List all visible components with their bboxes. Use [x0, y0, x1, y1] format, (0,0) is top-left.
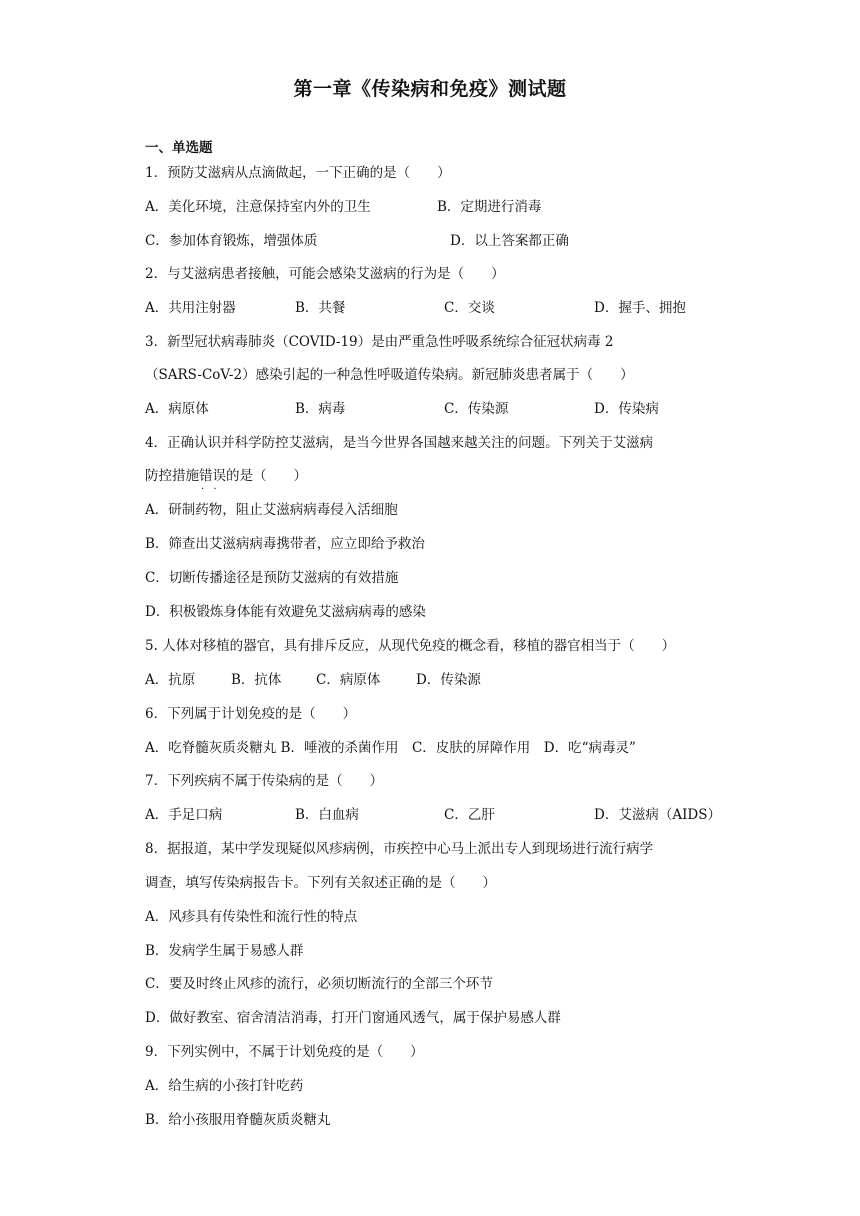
question-1-option-b: B．定期进行消毒	[437, 199, 542, 215]
question-4-stem-line-1: 4．正确认识并科学防控艾滋病，是当今世界各国越来越关注的问题。下列关于艾滋病	[145, 435, 654, 451]
question-3-option-a: A．病原体	[145, 401, 209, 417]
question-1-stem: 1．预防艾滋病从点滴做起，一下正确的是（ ）	[145, 165, 451, 181]
question-4-stem-line-2	[145, 467, 307, 485]
question-9-option-a: A．给生病的小孩打针吃药	[145, 1078, 304, 1094]
question-8-option-a: A．风疹具有传染性和流行性的特点	[145, 909, 358, 925]
question-8-option-d: D．做好教室、宿舍清洁消毒，打开门窗通风透气，属于保护易感人群	[145, 1010, 561, 1026]
question-9-option-b: B．给小孩服用脊髓灰质炎糖丸	[145, 1112, 331, 1128]
question-9-stem: 9．下列实例中，不属于计划免疫的是（ ）	[145, 1044, 424, 1060]
question-7-option-a: A．手足口病	[145, 807, 223, 823]
question-1-option-a: A．美化环境，注意保持室内外的卫生	[145, 199, 371, 215]
question-2-option-c: C．交谈	[444, 300, 495, 316]
question-5-option-c: C．病原体	[316, 672, 381, 688]
question-3-option-d: D．传染病	[594, 401, 659, 417]
question-7-option-b: B．白血病	[295, 807, 359, 823]
question-2-option-a: A．共用注射器	[145, 300, 236, 316]
question-5-option-d: D．传染源	[416, 672, 481, 688]
question-4-stem-pre: 防控措施	[145, 468, 199, 484]
question-4-option-d: D．积极锻炼身体能有效避免艾滋病病毒的感染	[145, 604, 426, 620]
question-8-option-b: B．发病学生属于易感人群	[145, 943, 304, 959]
question-1-option-d: D．以上答案都正确	[450, 233, 569, 249]
question-6-options: A．吃脊髓灰质炎糖丸 B．唾液的杀菌作用 C．皮肤的屏障作用 D．吃“病毒灵”	[145, 740, 636, 756]
question-2-stem: 2．与艾滋病患者接触，可能会感染艾滋病的行为是（ ）	[145, 266, 505, 282]
question-5-stem: 5. 人体对移植的器官，具有排斥反应，从现代免疫的概念看，移植的器官相当于（ ）	[145, 638, 676, 654]
question-5-option-b: B．抗体	[231, 672, 282, 688]
question-7-stem: 7．下列疾病不属于传染病的是（ ）	[145, 773, 384, 789]
question-8-stem-line-2: 调查，填写传染病报告卡。下列有关叙述正确的是（ ）	[145, 875, 496, 891]
question-5-option-a: A．抗原	[145, 672, 196, 688]
question-6-stem: 6．下列属于计划免疫的是（ ）	[145, 706, 357, 722]
question-4-emphasis: 错误 · ·	[199, 468, 226, 484]
question-4-option-a: A．研制药物，阻止艾滋病病毒侵入活细胞	[145, 502, 398, 518]
question-4-option-c: C．切断传播途径是预防艾滋病的有效措施	[145, 570, 399, 586]
question-4-option-b: B．筛查出艾滋病病毒携带者，应立即给予救治	[145, 536, 425, 552]
question-8-option-c: C．要及时终止风疹的流行，必须切断流行的全部三个环节	[145, 976, 493, 992]
question-2-option-d: D．握手、拥抱	[594, 300, 686, 316]
question-3-stem-line-1: 3．新型冠状病毒肺炎（COVID-19）是由严重急性呼吸系统综合征冠状病毒 2	[145, 334, 614, 350]
question-2-option-b: B．共餐	[295, 300, 346, 316]
question-7-option-d: D．艾滋病（AIDS）	[594, 807, 721, 823]
question-7-option-c: C．乙肝	[444, 807, 495, 823]
question-3-stem-line-2: （SARS-CoV-2）感染引起的一种急性呼吸道传染病。新冠肺炎患者属于（ ）	[145, 367, 634, 383]
question-1-option-c: C．参加体育锻炼，增强体质	[145, 233, 318, 249]
section-heading: 一、单选题	[145, 140, 213, 156]
question-3-option-c: C．传染源	[444, 401, 509, 417]
question-3-option-b: B．病毒	[295, 401, 346, 417]
question-4-stem-post: 的是（ ）	[226, 468, 307, 484]
question-8-stem-line-1: 8．据报道，某中学发现疑似风疹病例，市疾控中心马上派出专人到现场进行流行病学	[145, 841, 654, 857]
page-title: 第一章《传染病和免疫》测试题	[293, 78, 567, 100]
